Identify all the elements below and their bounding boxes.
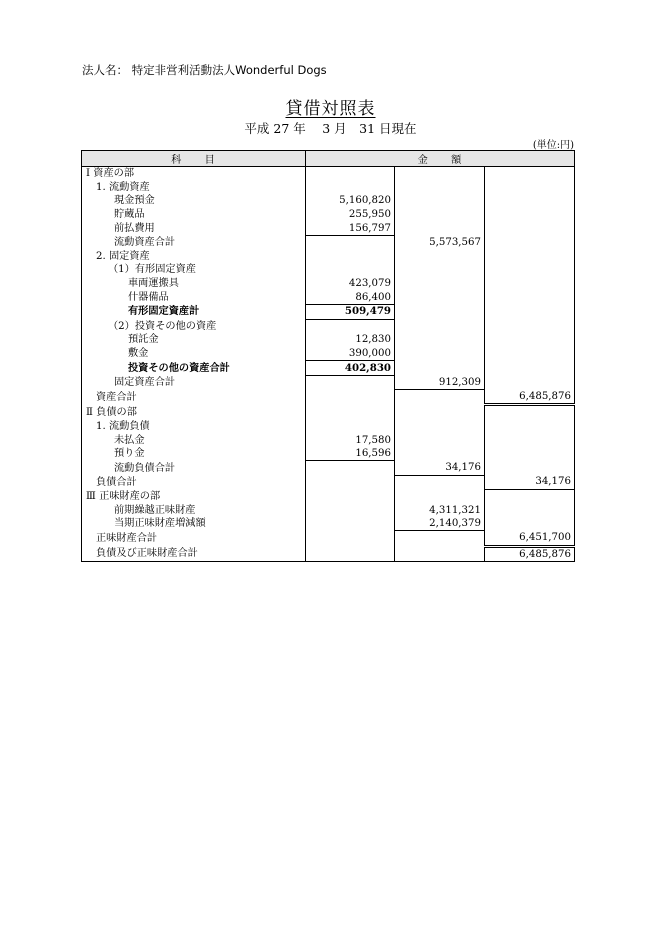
row-label: 1. 流動負債 <box>82 420 306 434</box>
table-row <box>82 420 575 434</box>
table-row <box>82 181 575 195</box>
row-label: 正味財産合計 <box>82 531 306 546</box>
row-amount: 6,485,876 <box>485 546 575 562</box>
table-row <box>82 333 575 347</box>
row-amount: 2,140,379 <box>395 517 485 531</box>
table-row <box>82 433 575 447</box>
subject-header: 科 目 <box>82 151 306 167</box>
row-amount: 423,079 <box>306 277 395 291</box>
row-amount: 912,309 <box>395 375 485 389</box>
row-amount: 34,176 <box>485 475 575 489</box>
table-row <box>82 277 575 291</box>
table-row <box>82 250 575 264</box>
balance-sheet-table <box>81 150 575 562</box>
table-row <box>82 319 575 333</box>
table-row <box>82 221 575 235</box>
table-row <box>82 531 575 546</box>
row-label: 負債及び正味財産合計 <box>82 546 306 562</box>
row-label: 当期正味財産増減額 <box>82 517 306 531</box>
row-label: 前払費用 <box>82 221 306 235</box>
table-row <box>82 546 575 562</box>
table-header-row <box>82 151 575 167</box>
corporation-name: 特定非営利活動法人Wonderful Dogs <box>131 63 327 77</box>
row-label: 預託金 <box>82 333 306 347</box>
table-row <box>82 194 575 208</box>
table-row <box>82 475 575 489</box>
row-amount: 156,797 <box>306 221 395 235</box>
row-amount: 12,830 <box>306 333 395 347</box>
row-label: 車両運搬具 <box>82 277 306 291</box>
row-label: 什器備品 <box>82 290 306 304</box>
table-row <box>82 361 575 376</box>
table-row <box>82 208 575 222</box>
report-date: 平成 27 年 3 月 31 日現在 <box>244 121 417 136</box>
row-label: 現金預金 <box>82 194 306 208</box>
row-amount: 255,950 <box>306 208 395 222</box>
row-label: 敷金 <box>82 347 306 361</box>
row-label: 1. 流動資産 <box>82 181 306 195</box>
row-amount: 6,485,876 <box>485 390 575 405</box>
row-label: 未払金 <box>82 433 306 447</box>
section-liabilities: Ⅱ 負債の部 <box>82 405 306 420</box>
table-row <box>82 375 575 389</box>
table-row <box>82 517 575 531</box>
row-label: 流動負債合計 <box>82 461 306 475</box>
row-amount: 509,479 <box>306 304 395 319</box>
table-row <box>82 503 575 517</box>
row-amount: 86,400 <box>306 290 395 304</box>
row-label: 預り金 <box>82 447 306 461</box>
row-amount: 6,451,700 <box>485 531 575 546</box>
row-label: 負債合計 <box>82 475 306 489</box>
row-amount: 4,311,321 <box>395 503 485 517</box>
document-title <box>0 94 661 119</box>
row-label: 投資その他の資産合計 <box>82 361 306 376</box>
row-label: 貯蔵品 <box>82 208 306 222</box>
table-row <box>82 461 575 475</box>
row-label: （1）有形固定資産 <box>82 263 306 277</box>
section-net-assets: Ⅲ 正味財産の部 <box>82 489 306 503</box>
row-label: 前期繰越正味財産 <box>82 503 306 517</box>
row-amount: 402,830 <box>306 361 395 376</box>
unit-label: (単位:円) <box>532 140 574 151</box>
row-amount: 5,160,820 <box>306 194 395 208</box>
corporation-name-line <box>82 62 327 78</box>
section-assets: Ⅰ 資産の部 <box>82 167 306 181</box>
row-label: 流動資産合計 <box>82 235 306 249</box>
corporation-label: 法人名： <box>82 63 128 77</box>
row-label: 2. 固定資産 <box>82 250 306 264</box>
table-row <box>82 304 575 319</box>
table-row <box>82 167 575 181</box>
table-row <box>82 447 575 461</box>
row-amount: 5,573,567 <box>395 235 485 249</box>
title-text: 貸借対照表 <box>285 99 376 119</box>
table-row <box>82 489 575 503</box>
row-amount: 34,176 <box>395 461 485 475</box>
table-row <box>82 263 575 277</box>
row-label: 固定資産合計 <box>82 375 306 389</box>
amount-header: 金 額 <box>306 151 575 167</box>
row-label: 資産合計 <box>82 390 306 405</box>
row-label: （2）投資その他の資産 <box>82 319 306 333</box>
row-amount: 17,580 <box>306 433 395 447</box>
row-amount: 16,596 <box>306 447 395 461</box>
table-row <box>82 235 575 249</box>
table-row <box>82 347 575 361</box>
row-label: 有形固定資産計 <box>82 304 306 319</box>
table-row <box>82 290 575 304</box>
table-row <box>82 405 575 420</box>
table-row <box>82 390 575 405</box>
row-amount: 390,000 <box>306 347 395 361</box>
